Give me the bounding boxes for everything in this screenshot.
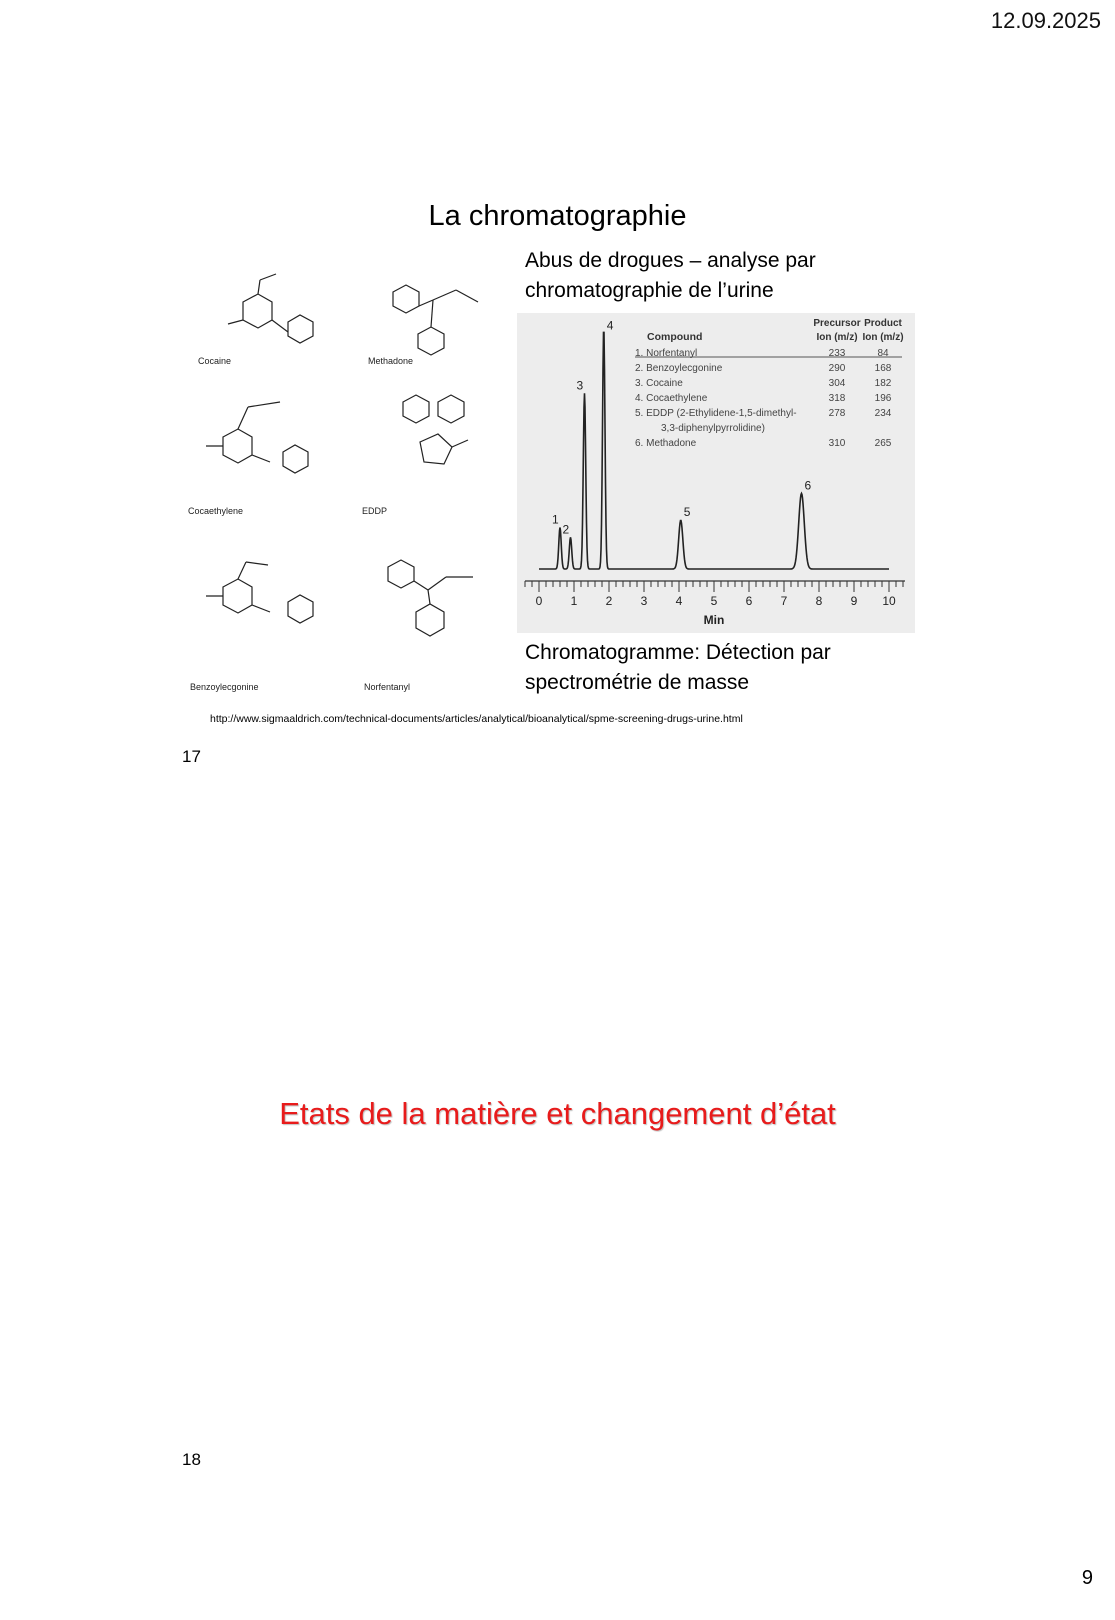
slide-number-18: 18 [182,1450,201,1469]
table-cell-precursor: 310 [828,438,846,449]
x-tick-label: 10 [882,594,896,608]
table-cell-compound: 3,3-diphenylpyrrolidine) [661,423,765,434]
cocaethylene-structure [206,402,308,473]
table-header-precursor-unit: Ion (m/z) [816,332,858,343]
table-cell-precursor: 290 [828,363,846,374]
peak-label-2: 2 [562,522,570,537]
x-tick-label: 5 [710,594,718,608]
table-cell-product: 182 [874,378,892,389]
norfentanyl-structure [388,560,473,636]
table-header-product-unit: Ion (m/z) [862,332,904,343]
peak-label-4: 4 [606,318,614,333]
x-tick-label: 2 [605,594,613,608]
benzoylecgonine-structure [206,562,313,623]
peak-label-6: 6 [804,478,812,493]
table-cell-precursor: 233 [828,348,846,359]
methadone-structure [393,285,478,355]
table-cell-precursor: 278 [828,408,846,419]
x-axis-label: Min [703,613,725,627]
slide-number-17: 17 [182,747,201,766]
table-cell-compound: 3. Cocaine [635,378,683,389]
table-cell-product: 84 [877,348,889,359]
table-cell-precursor: 318 [828,393,846,404]
page-number: 9 [1081,1567,1093,1589]
table-cell-compound: 1. Norfentanyl [635,348,698,359]
x-tick-label: 4 [675,594,683,608]
table-cell-product: 265 [874,438,892,449]
chromatogram-caption: Chromatogramme: Détection par spectrométrie de masse [525,641,831,694]
chemical-structures [188,272,518,702]
x-tick-label: 1 [570,594,578,608]
document-date: 12.09.2025 [990,8,1101,33]
x-tick-label: 3 [640,594,648,608]
source-link[interactable]: http://www.sigmaaldrich.com/technical-documents/articles/analytical/bioanalytical/spme-screening-drugs-urine.html [210,713,743,725]
peak-label-3: 3 [576,378,584,393]
chromatogram-axis [525,581,905,627]
table-header-product: Product [864,318,902,329]
structure-label-methadone: Methadone [368,356,414,366]
slide-subtitle: Abus de drogues – analyse par chromatographie de l’urine [525,249,816,302]
compound-table [635,318,904,449]
structure-label-norfentanyl: Norfentanyl [364,682,411,692]
table-cell-compound: 2. Benzoylecgonine [635,363,723,374]
slide-title: La chromatographie [428,200,687,232]
section-title: Etats de la matière et changement d’état [279,1096,836,1131]
peak-label-1: 1 [552,512,559,527]
table-header-precursor: Precursor [813,318,861,329]
chromatogram-panel [517,313,915,633]
table-cell-compound: 5. EDDP (2-Ethylidene-1,5-dimethyl- [635,408,797,419]
eddp-structure [403,395,468,464]
x-tick-label: 8 [815,594,823,608]
table-cell-compound: 6. Methadone [635,438,697,449]
x-tick-label: 0 [535,594,543,608]
structure-label-benzoylecgonine: Benzoylecgonine [190,682,259,692]
chromatogram-svg [517,313,915,633]
x-tick-label: 6 [745,594,753,608]
structure-label-eddp: EDDP [362,506,388,516]
table-cell-product: 168 [874,363,892,374]
x-tick-label: 9 [850,594,858,608]
table-header-compound: Compound [647,331,703,343]
peak-label-5: 5 [683,505,691,520]
x-tick-label: 7 [780,594,788,608]
table-cell-compound: 4. Cocaethylene [635,393,708,404]
table-cell-product: 234 [874,408,892,419]
table-cell-product: 196 [874,393,892,404]
structure-label-cocaethylene: Cocaethylene [188,506,244,516]
table-cell-precursor: 304 [828,378,846,389]
cocaine-structure [228,274,313,343]
structure-label-cocaine: Cocaine [198,356,232,366]
